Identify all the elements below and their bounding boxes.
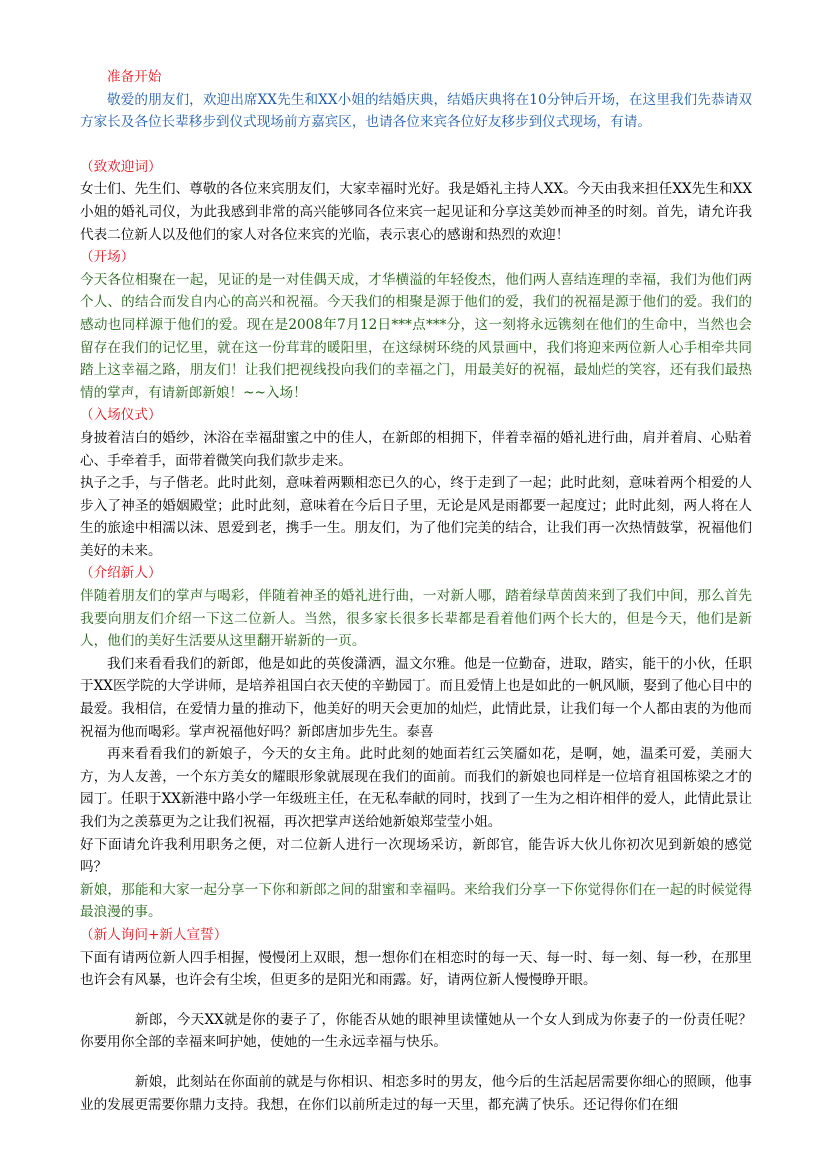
intro-paragraph-1: 伴随着朋友们的掌声与喝彩，伴随着神圣的婚礼进行曲，一对新人哪，踏着绿草茵茵来到了我们中间，那么首先我要向朋友们介绍一下这二位新人。当然，很多家长很多长辈都是看着他们两个长大的，但是今天，他们是新人，他们的美好生活要从这里翻开崭新的一页。: [80, 588, 752, 650]
section-heading-vows: （新人询问+新人宣誓）: [80, 926, 228, 943]
welcome-paragraph: 女士们、先生们、尊敬的各位来宾朋友们，大家幸福时光好。我是婚礼主持人XX。今天由我来担任XX先生和XX小姐的婚礼司仪，为此我感到非常的高兴能够同各位来宾一起见证和分享这美妙而神圣的时刻。首先，请允许我代表二位新人以及他们的家人对各位来宾的光临，表示衷心的感谢和热烈的欢迎！: [80, 181, 752, 243]
section-heading-opening: （开场）: [80, 249, 135, 266]
section-heading-welcome: （致欢迎词）: [80, 158, 162, 175]
prep-paragraph: 敬爱的朋友们，欢迎出席XX先生和XX小姐的结婚庆典，结婚庆典将在10分钟后开场，在这里我们先恭请双方家长及各位长辈移步到仪式现场前方嘉宾区，也请各位来宾各位好友移步到仪式现场，有请。: [80, 91, 752, 131]
intro-paragraph-bride: 再来看看我们的新娘子，今天的女主角。此时此刻的她面若红云笑靥如花，是啊，她，温柔可爱，美丽大方，为人友善，一个东方美女的耀眼形象就展现在我们的面前。而我们的新娘也同样是一位培育祖国栋梁之才的园丁。任职于XX新港中路小学一年级班主任，在无私奉献的同时，找到了一生为之相许相伴的爱人，此情此景让我们为之羡慕更为之让我们祝福，再次把掌声送给她新娘郑莹莹小姐。: [80, 746, 752, 830]
intro-paragraph-interview: 好下面请允许我利用职务之便，对二位新人进行一次现场采访，新郎官，能告诉大伙儿你初次见到新娘的感觉吗？: [80, 836, 752, 876]
entrance-paragraph-1: 身披着洁白的婚纱，沐浴在幸福甜蜜之中的佳人，在新郎的相拥下，伴着幸福的婚礼进行曲，肩并着肩、心贴着心、手牵着手，面带着微笑向我们款步走来。: [80, 429, 752, 469]
vows-paragraph-bride: 新娘，此刻站在你面前的就是与你相识、相恋多时的男友，他今后的生活起居需要你细心的照顾，他事业的发展更需要你鼎力支持。我想，在你们以前所走过的每一天里，都充满了快乐。还记得你们在细: [80, 1073, 752, 1113]
document-page: [80, 66, 752, 1116]
section-heading-prep: 准备开始: [107, 69, 162, 85]
intro-paragraph-share: 新娘，那能和大家一起分享一下你和新郎之间的甜蜜和幸福吗。来给我们分享一下你觉得你们在一起的时候觉得最浪漫的事。: [80, 881, 752, 921]
section-heading-intro: （介绍新人）: [80, 565, 162, 582]
intro-paragraph-groom: 我们来看看我们的新郎，他是如此的英俊潇洒，温文尔雅。他是一位勤奋，进取，踏实，能干的小伙，任职于XX医学院的大学讲师，是培养祖国白衣天使的辛勤园丁。而且爱情上也是如此的一帆风顺，娶到了他心目中的最爱。我相信，在爱情力量的推动下，他美好的明天会更加的灿烂，此情此景，让我们每一个人都由衷的为他而祝福为他而喝彩。掌声祝福他好吗？新郎唐加步先生。泰喜: [80, 655, 752, 740]
entrance-paragraph-2: 执子之手，与子偕老。此时此刻，意味着两颗相恋已久的心，终于走到了一起；此时此刻，意味着两个相爱的人步入了神圣的婚姻殿堂；此时此刻，意味着在今后日子里，无论是风是雨都要一起度过；此时此刻，两人将在人生的旅途中相濡以沫、恩爱到老，携手一生。朋友们，为了他们完美的结合，让我们再一次热情鼓掌，祝福他们美好的未来。: [80, 475, 752, 559]
vows-paragraph-1: 下面有请两位新人四手相握，慢慢闭上双眼，想一想你们在相恋时的每一天、每一时、每一刻、每一秒，在那里也许会有风暴，也许会有尘埃，但更多的是阳光和雨露。好，请两位新人慢慢睁开眼。: [80, 949, 752, 989]
vows-paragraph-groom: 新郎，今天XX就是你的妻子了，你能否从她的眼神里读懂她从一个女人到成为你妻子的一份责任呢？你要用你全部的幸福来呵护她，使她的一生永远幸福与快乐。: [80, 1011, 752, 1051]
section-heading-entrance: （入场仪式）: [80, 407, 162, 424]
opening-paragraph: 今天各位相聚在一起，见证的是一对佳偶天成，才华横溢的年轻俊杰，他们两人喜结连理的幸福，我们为他们两个人、的结合而发自内心的高兴和祝福。今天我们的相聚是源于他们的爱，我们的祝福是源于他们的爱。我们的感动也同样源于他们的爱。现在是2008年7月12日***点***分，这一刻将永远镌刻在他们的生命中，当然也会留存在我们的记忆里，就在这一份茸茸的暖阳里，在这绿树环绕的风景画中，我们将迎来两位新人心手相牵共同踏上这幸福之路，朋友们！让我们把视线投向我们的幸福之门，用最美好的祝福，最灿烂的笑容，还有我们最热情的掌声，有请新郎新娘！~~入场！: [80, 271, 752, 401]
